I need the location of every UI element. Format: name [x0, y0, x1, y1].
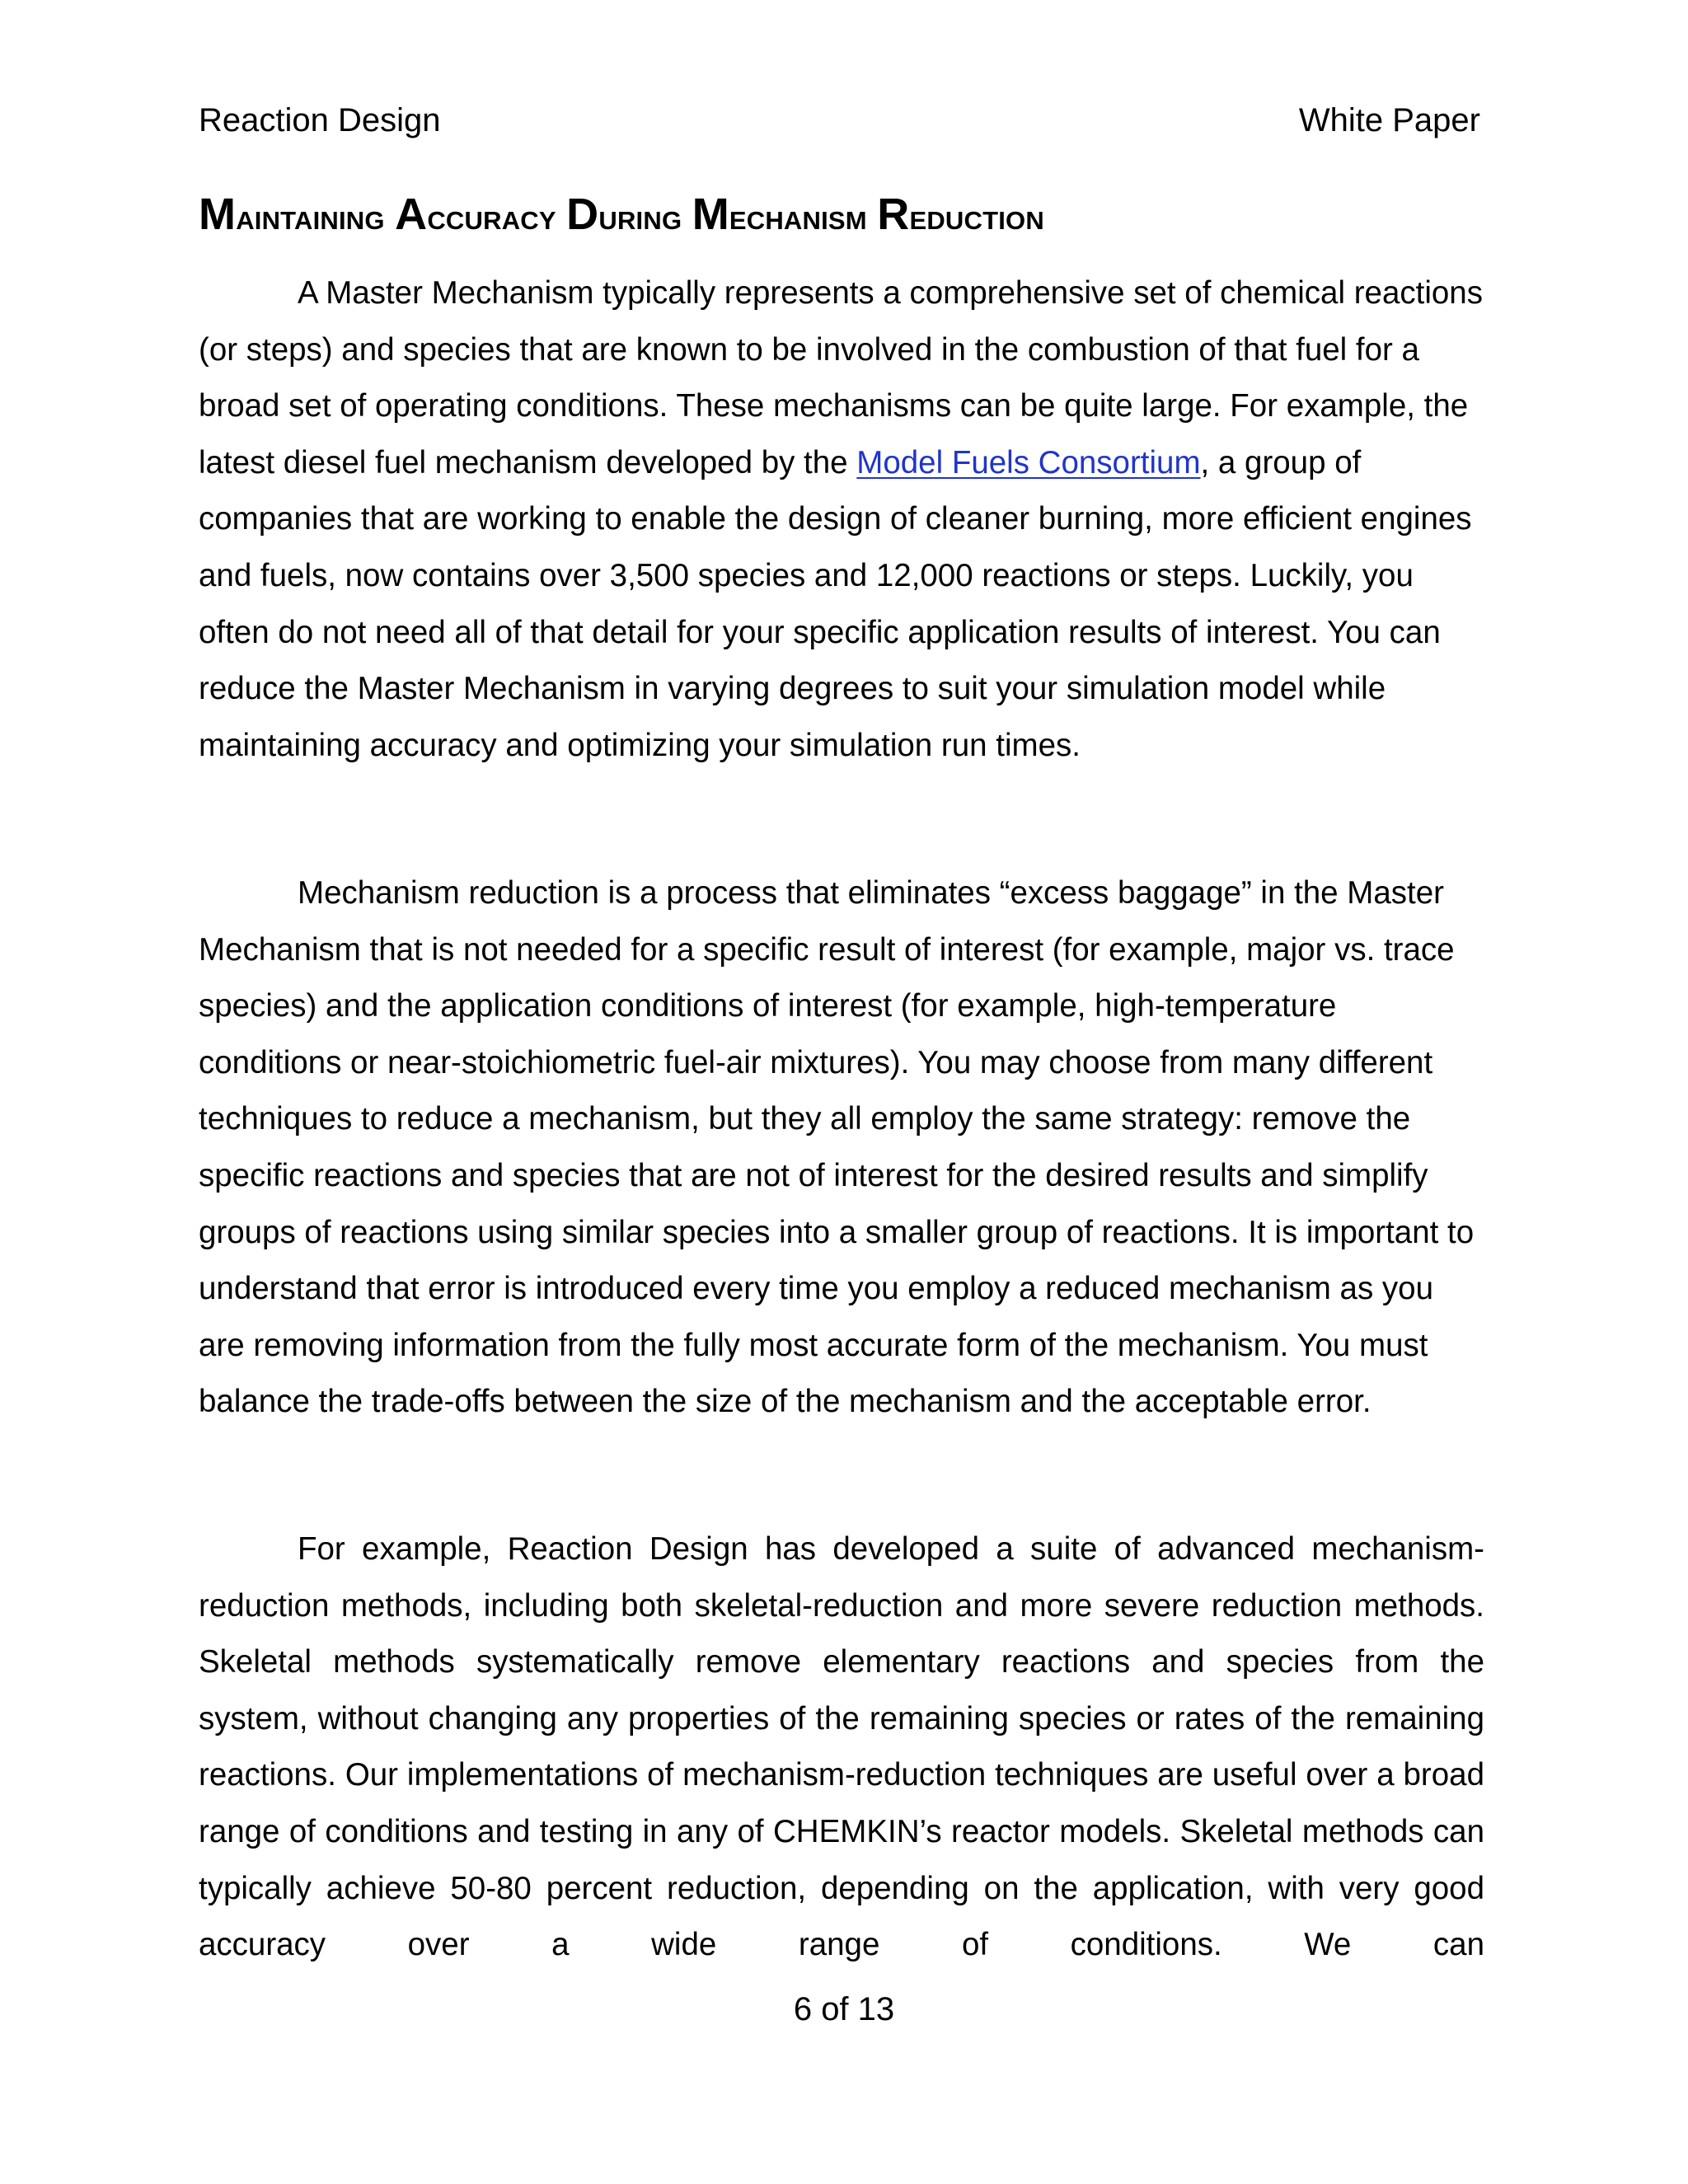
paragraph-master-mechanism — [199, 265, 1484, 774]
page-number: 6 of 13 — [793, 1991, 895, 2027]
title-cap: M — [692, 190, 729, 239]
title-cap: D — [566, 190, 599, 239]
paragraph-text: , a group of companies that are working to enable the design of cleaner burning, more efficient engines and fuels, now contains over 3,500 species and 12,000 reactions or steps. Luckily, you often do not need all of that detail for your specific application results of interest. You can reduce the Master Mechanism in varying degrees to suit your simulation model while maintaining accuracy and optimizing your simulation run times. — [199, 444, 1472, 763]
title-part: ccuracy — [427, 197, 567, 237]
paragraph-text: A Master Mechanism typically represents a comprehensive set of chemical reactions (or steps) and species that are known to be involved in the combustion of that fuel for a broad set of operating conditions. These mechanisms can be quite large. For example, the latest diesel fuel mechanism developed by the — [199, 275, 1483, 480]
header-company: Reaction Design — [199, 102, 441, 138]
title-part: uring — [598, 197, 692, 237]
paragraph-reduction-methods: For example, Reaction Design has developed a suite of advanced mechanism-reduction methods, including both skeletal-reduction and more severe reduction methods. Skeletal methods systematically remove elementary reactions and species from the system, without changing any properties of the remaining species or rates of the remaining reactions. Our implementations of mechanism-reduction techniques are useful over a broad range of conditions and testing in any of CHEMKIN’s reactor models. Skeletal methods can typically achieve 50-80 percent reduction, depending on the application, with very good accuracy over a wide range of conditions. We can — [199, 1531, 1484, 1963]
title-cap: R — [877, 190, 910, 239]
title-part: echanism — [729, 197, 878, 237]
title-part: aintaining — [236, 197, 396, 237]
title-part: eduction — [909, 197, 1044, 237]
title-cap: M — [199, 190, 237, 239]
section-title — [199, 191, 1517, 241]
paragraph-mechanism-reduction: Mechanism reduction is a process that eliminates “excess baggage” in the Master Mechanism that is not needed for a specific result of interest (for example, major vs. trace species) and the application conditions of interest (for example, high-temperature conditions or near-stoichiometric fuel-air mixtures). You may choose from many different techniques to reduce a mechanism, but they all employ the same strategy: remove the specific reactions and species that are not of interest for the desired results and simplify groups of reactions using similar species into a smaller group of reactions. It is important to understand that error is introduced every time you employ a reduced mechanism as you are removing information from the fully most accurate form of the mechanism. You must balance the trade-offs between the size of the mechanism and the acceptable error. — [199, 875, 1475, 1420]
title-cap: A — [395, 190, 428, 239]
header-doc-type: White Paper — [1298, 102, 1480, 138]
model-fuels-consortium-link[interactable]: Model Fuels Consortium — [856, 444, 1201, 480]
